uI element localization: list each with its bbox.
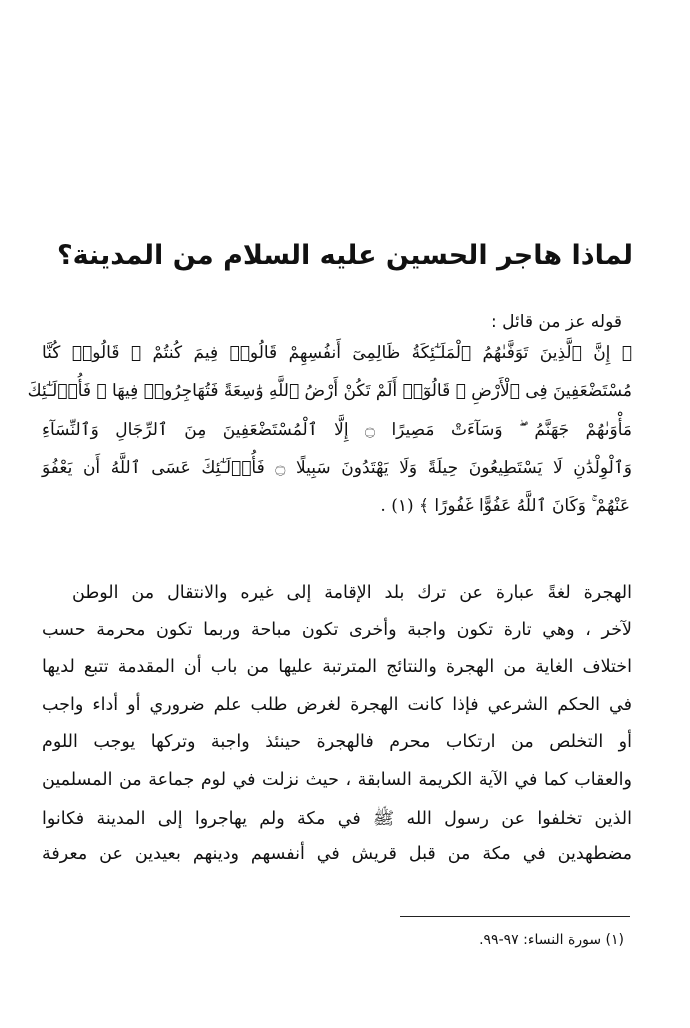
- verse-line: ﴿ إِنَّ ٱلَّذِينَ تَوَفَّىٰهُمُ ٱلْمَلَـٰٓئِكَةُ ظَالِمِىٓ أَنفُسِهِمْ قَالُوا۟ فِيمَ كُنتُمْ ۖ قَالُوا۟ كُنَّا: [42, 343, 632, 363]
- verse-line: مَأْوَىٰهُمْ جَهَنَّمُ ۖ وَسَآءَتْ مَصِيرًا ۝ إِلَّا ٱلْمُسْتَضْعَفِينَ مِنَ ٱلرِّجَالِ وَٱلنِّسَآءِ: [42, 420, 632, 440]
- paragraph-line: في الحكم الشرعي فإذا كانت الهجرة لغرض طلب علم ضروري أو أداء واجب: [42, 695, 632, 715]
- page-title: لماذا هاجر الحسين عليه السلام من المدينة؟: [57, 240, 633, 271]
- footnote-divider: [400, 916, 630, 917]
- paragraph-line: والعقاب كما في الآية الكريمة السابقة ، حيث نزلت في لوم جماعة من المسلمين: [42, 770, 632, 790]
- paragraph-line: اختلاف الغاية من الهجرة والنتائج المترتبة عليها من باب أن المقدمة تتبع لديها: [42, 657, 632, 677]
- paragraph-line: أو التخلص من ارتكاب محرم فالهجرة حينئذ واجبة وتركها يوجب اللوم: [42, 732, 632, 752]
- verse-line: مُسْتَضْعَفِينَ فِى ٱلْأَرْضِ ۚ قَالُوٓا۟ أَلَمْ تَكُنْ أَرْضُ ٱللَّهِ وَٰسِعَةً فَتُهَاجِرُوا۟ فِيهَا ۚ فَأُو۟لَـٰٓئِكَ: [27, 381, 632, 401]
- footnote: (١) سورة النساء: ٩٧-٩٩.: [479, 932, 624, 948]
- verse-line: عَنْهُمْ ۚ وَكَانَ ٱللَّهُ عَفُوًّا غَفُورًا ﴾ (١) .: [380, 496, 630, 516]
- paragraph-line: الذين تخلفوا عن رسول الله ﷺ في مكة ولم يهاجروا إلى المدينة فكانوا: [42, 809, 632, 829]
- intro-text: قوله عز من قائل :: [490, 312, 622, 332]
- paragraph-line: مضطهدين في مكة من قبل قريش في أنفسهم ودينهم بعيدين عن معرفة: [42, 844, 632, 864]
- verse-line: وَٱلْوِلْدَٰنِ لَا يَسْتَطِيعُونَ حِيلَةً وَلَا يَهْتَدُونَ سَبِيلًا ۝ فَأُو۟لَـٰٓئِكَ عَسَى ٱللَّهُ أَن يَعْفُوَ: [42, 458, 632, 478]
- paragraph-line: لآخر ، وهي تارة تكون واجبة وأخرى تكون مباحة وربما تكون محرمة حسب: [42, 620, 632, 640]
- paragraph-line: الهجرة لغةً عبارة عن ترك بلد الإقامة إلى غيره والانتقال من الوطن: [72, 583, 632, 603]
